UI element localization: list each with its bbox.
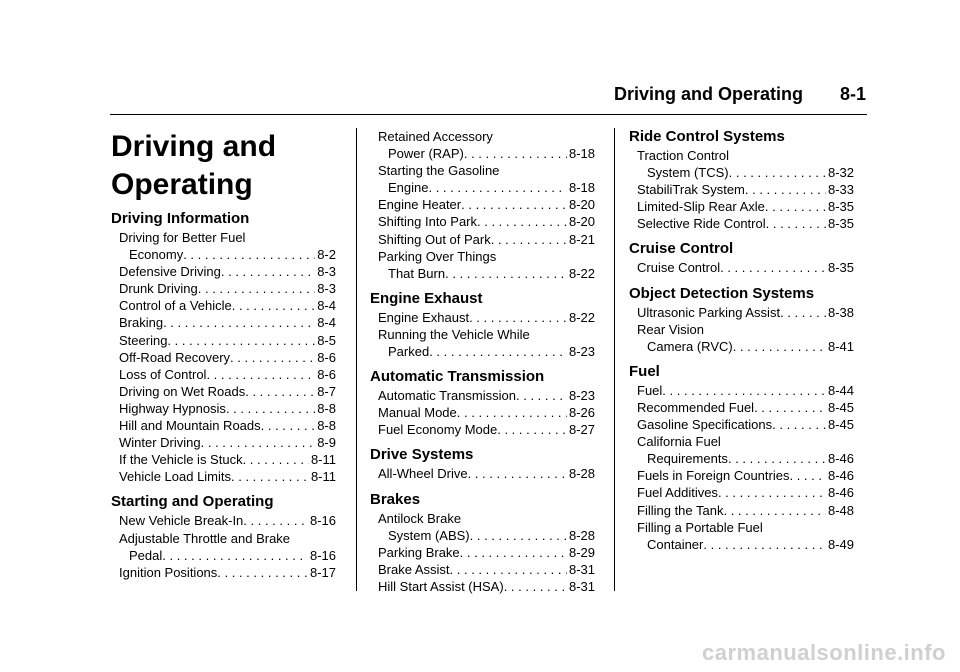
entry-page-number: 8-28 — [568, 527, 595, 543]
entry-title: Limited-Slip Rear Axle — [637, 199, 765, 215]
toc-entry[interactable] — [370, 544, 595, 561]
leader-dots — [477, 213, 567, 230]
toc-entry[interactable] — [111, 512, 336, 529]
leader-dots — [232, 297, 315, 314]
leader-dots — [217, 564, 308, 581]
entry-title: Shifting Out of Park — [378, 231, 491, 247]
toc-entry[interactable] — [111, 332, 336, 349]
toc-entry[interactable] — [111, 451, 336, 468]
entry-title-continued: System (ABS) — [388, 527, 470, 543]
entry-page-number: 8-5 — [317, 332, 336, 348]
entry-page-number: 8-2 — [317, 247, 336, 263]
entry-page-number: 8-45 — [827, 399, 854, 415]
watermark: carmanualsonline.info — [702, 640, 946, 665]
entry-page-number: 8-44 — [827, 382, 854, 398]
entry-title-continued: System (TCS) — [647, 165, 729, 181]
toc-entry[interactable] — [111, 349, 336, 366]
toc-entry[interactable] — [629, 259, 854, 276]
entry-page-number: 8-46 — [827, 485, 854, 501]
section-title: Brakes — [370, 490, 421, 508]
entry-page-number: 8-20 — [568, 214, 595, 230]
leader-dots — [461, 196, 567, 213]
leader-dots — [163, 314, 315, 331]
entry-page-number: 8-16 — [309, 547, 336, 563]
toc-entry[interactable] — [629, 502, 854, 519]
entry-title: Fuels in Foreign Countries — [637, 468, 790, 484]
entry-title: Selective Ride Control — [637, 216, 766, 232]
toc-entry[interactable] — [111, 297, 336, 314]
header-section-title: Driving and Operating — [614, 84, 804, 104]
toc-section — [111, 493, 336, 580]
toc-entry[interactable] — [370, 465, 595, 482]
entry-page-number: 8-18 — [568, 146, 595, 162]
leader-dots — [261, 417, 316, 434]
toc-entry[interactable] — [111, 314, 336, 331]
toc-section — [370, 128, 595, 282]
entry-page-number: 8-41 — [827, 338, 854, 354]
entry-title: Parking Over Things — [378, 248, 497, 264]
entry-title-continued: That Burn — [388, 265, 446, 281]
toc-entry[interactable] — [370, 162, 595, 196]
entry-title: Shifting Into Park — [378, 214, 477, 230]
entry-page-number: 8-46 — [827, 451, 854, 467]
toc-entry[interactable] — [111, 530, 336, 564]
entry-title: Loss of Control — [119, 366, 207, 382]
toc-entry[interactable] — [629, 433, 854, 467]
entry-page-number: 8-18 — [568, 180, 595, 196]
entry-page-number: 8-49 — [827, 536, 854, 552]
leader-dots — [772, 416, 826, 433]
leader-dots — [445, 265, 567, 282]
leader-dots — [428, 179, 566, 196]
toc-entry[interactable] — [629, 399, 854, 416]
entry-page-number: 8-32 — [827, 165, 854, 181]
toc-entry[interactable] — [111, 417, 336, 434]
entry-title: Fuel Economy Mode — [378, 422, 498, 438]
toc-section — [370, 290, 595, 360]
entry-page-number: 8-6 — [317, 349, 336, 365]
toc-section — [370, 446, 595, 482]
entry-title: Control of a Vehicle — [119, 298, 232, 314]
entry-title: If the Vehicle is Stuck — [119, 452, 243, 468]
entry-title-continued: Economy — [129, 247, 184, 263]
entry-page-number: 8-23 — [568, 344, 595, 360]
toc-entry[interactable] — [629, 382, 854, 399]
toc-entry[interactable] — [629, 181, 854, 198]
entry-title: Hill Start Assist (HSA) — [378, 578, 504, 594]
entry-page-number: 8-11 — [310, 452, 336, 468]
section-title: Object Detection Systems — [629, 284, 815, 302]
toc-entry[interactable] — [370, 231, 595, 248]
toc-entry[interactable] — [111, 434, 336, 451]
leader-dots — [243, 512, 308, 529]
leader-dots — [457, 404, 567, 421]
entry-title: New Vehicle Break-In — [119, 513, 244, 529]
toc-column-2 — [370, 128, 595, 603]
entry-page-number: 8-38 — [827, 304, 854, 320]
column-divider — [614, 128, 615, 591]
entry-title: Ultrasonic Parking Assist — [637, 304, 781, 320]
leader-dots — [429, 343, 567, 360]
entry-title: Starting the Gasoline — [378, 163, 500, 179]
section-title: Driving Information — [111, 210, 250, 227]
entry-page-number: 8-35 — [827, 216, 854, 232]
leader-dots — [231, 468, 309, 485]
column-divider — [356, 128, 357, 591]
entry-page-number: 8-4 — [317, 315, 336, 331]
entry-page-number: 8-35 — [827, 260, 854, 276]
entry-title-continued: Engine — [388, 180, 429, 196]
entry-title: StabiliTrak System — [637, 182, 745, 198]
entry-title: Defensive Driving — [119, 264, 221, 280]
leader-dots — [723, 502, 825, 519]
entry-page-number: 8-6 — [317, 366, 336, 382]
toc-entry[interactable] — [370, 326, 595, 360]
toc-section — [111, 210, 336, 485]
entry-title: Ignition Positions — [119, 564, 218, 580]
leader-dots — [206, 366, 315, 383]
section-title: Engine Exhaust — [370, 289, 483, 307]
leader-dots — [221, 263, 315, 280]
entry-page-number: 8-31 — [568, 578, 595, 594]
entry-page-number: 8-4 — [317, 298, 336, 314]
entry-title-continued: Pedal — [129, 547, 163, 563]
leader-dots — [201, 434, 316, 451]
entry-title: Gasoline Specifications — [637, 417, 773, 433]
leader-dots — [780, 304, 826, 321]
entry-title-continued: Power (RAP) — [388, 146, 464, 162]
entry-page-number: 8-8 — [317, 418, 336, 434]
entry-page-number: 8-20 — [568, 197, 595, 213]
toc-entry[interactable] — [629, 416, 854, 433]
entry-page-number: 8-22 — [568, 265, 595, 281]
section-title: Drive Systems — [370, 446, 474, 464]
entry-title: Steering — [119, 332, 168, 348]
entry-title: Running the Vehicle While — [378, 326, 530, 342]
toc-entry[interactable] — [629, 519, 854, 553]
toc-entry[interactable] — [629, 484, 854, 501]
toc-column-3 — [629, 128, 854, 561]
toc-entry[interactable] — [629, 215, 854, 232]
toc-entry[interactable] — [629, 198, 854, 215]
entry-title: Manual Mode — [378, 405, 457, 421]
section-title: Cruise Control — [629, 240, 734, 258]
leader-dots — [468, 465, 567, 482]
toc-entry[interactable] — [629, 321, 854, 355]
entry-title: Cruise Control — [637, 260, 721, 276]
entry-title: Hill and Mountain Roads — [119, 418, 261, 434]
toc-section — [629, 240, 854, 276]
entry-title: Braking — [119, 315, 164, 331]
leader-dots — [703, 536, 826, 553]
entry-page-number: 8-17 — [309, 564, 336, 580]
entry-title: Filling a Portable Fuel — [637, 519, 763, 535]
entry-page-number: 8-8 — [317, 400, 336, 416]
toc-entry[interactable] — [370, 404, 595, 421]
entry-page-number: 8-7 — [317, 383, 336, 399]
toc-entry[interactable] — [111, 564, 336, 581]
entry-page-number: 8-48 — [827, 502, 854, 518]
entry-title: Drunk Driving — [119, 281, 198, 297]
entry-title-continued: Container — [647, 536, 704, 552]
leader-dots — [662, 382, 826, 399]
entry-title: Adjustable Throttle and Brake — [119, 530, 291, 546]
leader-dots — [226, 400, 315, 417]
entry-page-number: 8-11 — [310, 469, 336, 485]
leader-dots — [230, 349, 315, 366]
entry-page-number: 8-22 — [568, 309, 595, 325]
leader-dots — [789, 467, 826, 484]
toc-section — [629, 128, 854, 232]
toc-entry[interactable] — [370, 510, 595, 544]
toc-entry[interactable] — [111, 280, 336, 297]
leader-dots — [162, 547, 308, 564]
entry-title: Off-Road Recovery — [119, 349, 231, 365]
entry-page-number: 8-31 — [568, 561, 595, 577]
entry-page-number: 8-46 — [827, 468, 854, 484]
toc-entry[interactable] — [111, 383, 336, 400]
section-title: Ride Control Systems — [629, 128, 785, 145]
leader-dots — [766, 215, 826, 232]
entry-page-number: 8-9 — [317, 435, 336, 451]
entry-page-number: 8-16 — [309, 513, 336, 529]
leader-dots — [167, 332, 315, 349]
toc-entry[interactable] — [629, 304, 854, 321]
running-header — [614, 84, 866, 108]
entry-page-number: 8-3 — [317, 264, 336, 280]
leader-dots — [491, 231, 567, 248]
entry-title-continued: Parked — [388, 344, 430, 360]
entry-title: Recommended Fuel — [637, 399, 755, 415]
toc-entry[interactable] — [111, 400, 336, 417]
entry-page-number: 8-23 — [568, 388, 595, 404]
entry-title: Winter Driving — [119, 435, 201, 451]
toc-entry[interactable] — [370, 196, 595, 213]
entry-title: Engine Heater — [378, 197, 462, 213]
section-title: Automatic Transmission — [370, 368, 545, 386]
toc-entry[interactable] — [111, 229, 336, 263]
toc-entry[interactable] — [370, 561, 595, 578]
entry-title: Driving for Better Fuel — [119, 230, 246, 245]
leader-dots — [504, 578, 567, 595]
entry-title: Antilock Brake — [378, 510, 462, 526]
entry-title: Vehicle Load Limits — [119, 469, 232, 485]
entry-title-continued: Camera (RVC) — [647, 338, 733, 354]
leader-dots — [469, 309, 567, 326]
entry-title: Filling the Tank — [637, 502, 724, 518]
leader-dots — [245, 383, 315, 400]
toc-entry[interactable] — [370, 578, 595, 595]
leader-dots — [198, 280, 315, 297]
toc-entry[interactable] — [370, 421, 595, 438]
entry-title-continued: Requirements — [647, 451, 728, 467]
entry-title: Brake Assist — [378, 561, 450, 577]
entry-title: Traction Control — [637, 148, 729, 163]
entry-title: Highway Hypnosis — [119, 400, 226, 416]
leader-dots — [765, 198, 826, 215]
section-title: Fuel — [629, 362, 660, 380]
leader-dots — [729, 164, 826, 181]
toc-entry[interactable] — [629, 467, 854, 484]
entry-page-number: 8-29 — [568, 544, 595, 560]
leader-dots — [745, 181, 826, 198]
entry-title: Engine Exhaust — [378, 309, 470, 325]
entry-title: Automatic Transmission — [378, 388, 516, 404]
leader-dots — [754, 399, 826, 416]
section-title: Starting and Operating — [111, 493, 274, 511]
leader-dots — [497, 421, 567, 438]
leader-dots — [733, 338, 826, 355]
header-rule — [110, 114, 867, 115]
leader-dots — [183, 246, 315, 263]
toc-entry[interactable] — [111, 366, 336, 383]
header-page-number: 8-1 — [839, 84, 866, 104]
entry-page-number: 8-35 — [827, 199, 854, 215]
toc-entry[interactable] — [370, 128, 595, 162]
toc-section — [370, 491, 595, 595]
toc-entry[interactable] — [370, 387, 595, 404]
entry-title: All-Wheel Drive — [378, 466, 468, 482]
entry-title: Driving on Wet Roads — [119, 383, 246, 399]
toc-entry[interactable] — [370, 248, 595, 282]
entry-page-number: 8-27 — [568, 422, 595, 438]
entry-title: Fuel Additives — [637, 485, 718, 501]
toc-section — [370, 368, 595, 438]
leader-dots — [470, 527, 567, 544]
entry-title: Rear Vision — [637, 321, 704, 337]
leader-dots — [720, 259, 826, 276]
entry-title: Retained Accessory — [378, 129, 493, 144]
entry-page-number: 8-26 — [568, 405, 595, 421]
leader-dots — [450, 561, 567, 578]
entry-page-number: 8-21 — [568, 231, 595, 247]
toc-entry[interactable] — [111, 263, 336, 280]
leader-dots — [516, 387, 567, 404]
toc-entry[interactable] — [370, 309, 595, 326]
toc-entry[interactable] — [370, 213, 595, 230]
leader-dots — [464, 145, 567, 162]
entry-title: California Fuel — [637, 434, 721, 450]
entry-title: Parking Brake — [378, 544, 460, 560]
chapter-title: Driving and Operating — [111, 130, 277, 201]
entry-page-number: 8-28 — [568, 466, 595, 482]
entry-page-number: 8-33 — [827, 182, 854, 198]
leader-dots — [460, 544, 567, 561]
leader-dots — [728, 450, 826, 467]
entry-page-number: 8-3 — [317, 281, 336, 297]
toc-column-1 — [111, 210, 336, 589]
toc-section — [629, 363, 854, 553]
entry-title: Fuel — [637, 382, 663, 398]
leader-dots — [718, 484, 826, 501]
toc-entry[interactable] — [629, 147, 854, 181]
toc-section — [629, 285, 854, 355]
toc-entry[interactable] — [111, 468, 336, 485]
leader-dots — [243, 451, 309, 468]
entry-page-number: 8-45 — [827, 417, 854, 433]
